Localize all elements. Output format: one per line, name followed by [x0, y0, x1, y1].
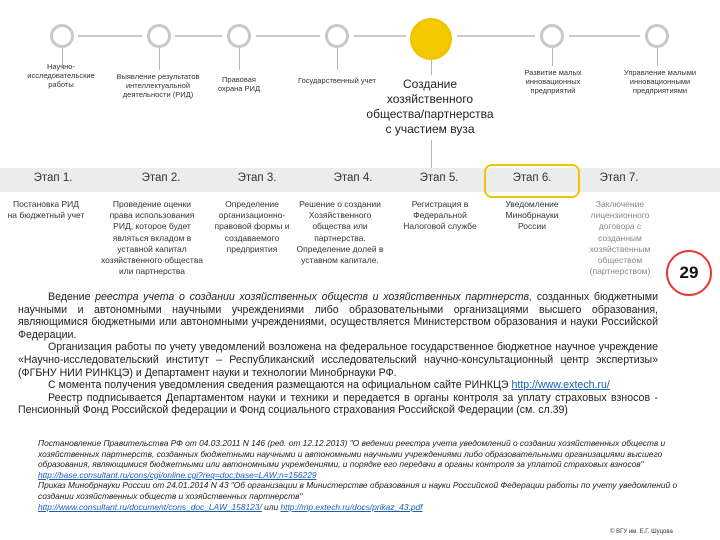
step-circle-1 — [50, 24, 74, 48]
vertical-line — [657, 48, 658, 66]
top-label-7: Управление малыми инновационными предприятиями — [623, 68, 697, 95]
paragraph-2: Организация работы по учету уведомлений возложена на федеральное государственное бюджетное научное учреждение «Научно-исследовательский институт – Республиканский исследовательский научно-консультационный центр экспертизы» (ФГБНУ НИИ РИНКЦЭ) и Департамент науки и технологии Минобрнауки РФ. — [18, 341, 658, 379]
vertical-line — [239, 48, 240, 70]
stage-3-description: Определение организационно- правовой формы и создаваемого предприятия — [214, 199, 290, 254]
footnote-2-link-1[interactable]: http://www.consultant.ru/document/cons_doc_LAW_158123/ — [38, 501, 262, 512]
vertical-line — [431, 60, 432, 75]
step-circle-3 — [227, 24, 251, 48]
page-number-badge: 29 — [666, 250, 712, 296]
main-text — [18, 291, 658, 417]
top-label-5: Создание хозяйственного общества/партнерства с участием вуза — [366, 77, 494, 136]
copyright: © ВГУ им. Е.Г. Шуцова — [610, 529, 673, 535]
paragraph-3: С момента получения уведомления сведения размещаются на официальном сайте РИНКЦЭ http://www.extech.ru/ — [48, 379, 610, 392]
connector — [175, 35, 222, 37]
footnote-1: Постановление Правительства РФ от 04.03.2011 N 146 (ред. от 12.12.2013) "О ведении реестра учета уведомлений о создании хозяйственных обществ и хозяйственных партнерств, созданных бюджетными научными и автономными научными учреждениями либо образовательными организациями высшего образования, являющимися бюджетными или автономными учреждениями, и порядке его передачи в органы контроля за уплатой страховых взносов" http://base.consultant.ru/cons/cgi/online.cgi?req=doc;base=LAW;n=156229 — [38, 438, 666, 480]
vertical-line — [159, 48, 160, 70]
top-label-3: Правовая охрана РИД — [217, 75, 261, 93]
top-label-1: Научно- исследовательские работы — [27, 62, 95, 89]
stage-5-description: Регистрация в Федеральной Налоговой службе — [403, 199, 477, 232]
top-label-6: Развитие малых инновационных предприятий — [524, 68, 582, 95]
step-circle-7 — [645, 24, 669, 48]
stage-4: Этап 4. — [333, 172, 373, 184]
stage-5: Этап 5. — [419, 172, 459, 184]
connector — [256, 35, 320, 37]
footnote-2: Приказ Минобрнауки России от 24.01.2014 N 43 "Об организации в Министерстве образования и науки Российской Федерации работы по учету уведомлений о создании хозяйственных обществ и хозяйственных партнерств" http://www.consultant.ru/document/cons_doc_LAW_158123/ или http://mp.extech.ru/docs/prikaz_43.pdf — [38, 480, 678, 512]
vertical-line — [337, 48, 338, 70]
connector — [569, 35, 640, 37]
connector — [78, 35, 142, 37]
stage-2-description: Проведение оценки права использования РИД, которое будет являться вкладом в уставной капитал хозяйственного общества или партнерства — [101, 199, 203, 277]
emphasis-registry: реестра учета о создании хозяйственных обществ и хозяйственных партнерств, — [95, 291, 533, 303]
step-circle-2 — [147, 24, 171, 48]
connector — [457, 35, 535, 37]
stage-6: Этап 6. — [512, 172, 552, 184]
paragraph-1: Ведение реестра учета о создании хозяйственных обществ и хозяйственных партнерств, созданных бюджетными научными и автономными научными учреждениями либо образовательными организациями высшего образования, являющимися бюджетными или автономными учреждениями, осуществляется Министерством образования и науки Российской Федерации. — [18, 291, 658, 341]
stage-3: Этап 3. — [237, 172, 277, 184]
footnotes — [38, 438, 708, 512]
stage-2: Этап 2. — [141, 172, 181, 184]
extech-link[interactable]: http://www.extech.ru/ — [511, 379, 610, 392]
stage-1-description: Постановка РИД на бюджетный учет — [7, 199, 85, 221]
step-circle-4 — [325, 24, 349, 48]
footnote-1-link[interactable]: http://base.consultant.ru/cons/cgi/online.cgi?req=doc;base=LAW;n=156229 — [38, 469, 317, 480]
paragraph-4: Реестр подписывается Департаментом науки и техники и передается в органы контроля за уплату страховых взносов - Пенсионный Фонд Российской федерации и Фонд социального страхования Российской Федерации (см. сл.39) — [18, 391, 658, 417]
stage-6-description: Уведомление Минобрнауки России — [505, 199, 559, 232]
stage-4-description: Решение о создании Хозяйственного общества или партнерства. Определение долей в уставном капитале. — [296, 199, 384, 266]
stage-1: Этап 1. — [33, 172, 73, 184]
stage-7-description: Заключение лицензионного договора с созданным хозяйственным обществом (партнерством) — [589, 199, 651, 277]
vertical-line — [552, 48, 553, 66]
top-label-2: Выявление результатов интеллектуальной деятельности (РИД) — [116, 72, 200, 99]
stage-7: Этап 7. — [599, 172, 639, 184]
connector — [354, 35, 406, 37]
top-label-4: Государственный учет — [298, 76, 376, 85]
footnote-2-link-2[interactable]: http://mp.extech.ru/docs/prikaz_43.pdf — [280, 501, 423, 512]
vertical-line — [431, 140, 432, 168]
step-circle-6 — [540, 24, 564, 48]
step-circle-5-highlighted — [410, 18, 452, 60]
